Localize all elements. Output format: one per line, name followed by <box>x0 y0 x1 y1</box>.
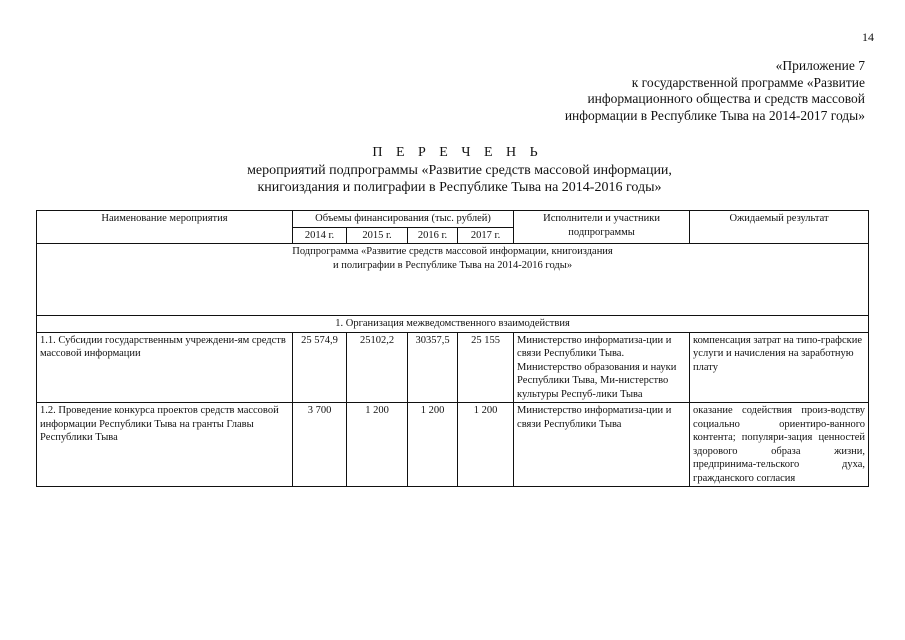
funding-value: 1 200 <box>347 403 408 487</box>
funding-value: 1 200 <box>408 403 458 487</box>
appendix-line: информации в Республике Тыва на 2014-2017 годы» <box>564 107 865 123</box>
document-subtitle <box>0 162 905 196</box>
section-title: 1. Организация межведомственного взаимодействия <box>37 316 869 333</box>
appendix-line: информационного общества и средств массовой <box>587 91 865 106</box>
header-year: 2015 г. <box>347 227 408 244</box>
measures-table <box>36 210 869 487</box>
subprogram-line: и полиграфии в Республике Тыва на 2014-2016 годы» <box>332 259 573 271</box>
subtitle-line: книгоиздания и полиграфии в Республике Тыва на 2014-2016 годы» <box>257 180 662 195</box>
header-result: Ожидаемый результат <box>690 211 869 244</box>
funding-value: 25102,2 <box>347 332 408 403</box>
funding-value: 1 200 <box>458 403 514 487</box>
subprogram-line: Подпрограмма «Развитие средств массовой информации, книгоиздания <box>292 246 613 257</box>
funding-value: 3 700 <box>293 403 347 487</box>
funding-value: 25 155 <box>458 332 514 403</box>
executors: Министерство информатиза-ции и связи Республики Тыва. Министерство образования и науки Республики Тыва, Ми-нистерство культуры Респуб-лики Тыва <box>514 332 690 403</box>
subprogram-row <box>37 244 869 316</box>
header-year: 2017 г. <box>458 227 514 244</box>
expected-result: компенсация затрат на типо-графские услуги и начисления на заработную плату <box>690 332 869 403</box>
header-name: Наименование мероприятия <box>37 211 293 244</box>
executors: Министерство информатиза-ции и связи Республики Тыва <box>514 403 690 487</box>
section-row <box>37 316 869 333</box>
funding-value: 30357,5 <box>408 332 458 403</box>
table-row <box>37 403 869 487</box>
funding-value: 25 574,9 <box>293 332 347 403</box>
page-number: 14 <box>862 30 874 44</box>
expected-result: оказание содействия произ-водству социально ориентиро-ванного контента; популяри-зация ценностей здорового образа жизни, предпринима-тельского духа, гражданского согласия <box>690 403 869 487</box>
appendix-line: к государственной программе «Развитие <box>631 74 865 90</box>
table-header-row <box>37 211 869 228</box>
measure-name: 1.2. Проведение конкурса проектов средств массовой информации Республики Тыва на гранты Главы Республики Тыва <box>37 403 293 487</box>
header-funding: Объемы финансирования (тыс. рублей) <box>293 211 514 228</box>
subtitle-line: мероприятий подпрограммы «Развитие средств массовой информации, <box>247 163 672 178</box>
table-row <box>37 332 869 403</box>
measure-name: 1.1. Субсидии государственным учреждени-ям средств массовой информации <box>37 332 293 403</box>
appendix-line: «Приложение 7 <box>775 58 865 73</box>
document-title: П Е Р Е Ч Е Н Ь <box>372 145 543 160</box>
subprogram-title <box>37 244 869 316</box>
appendix-heading <box>470 58 865 124</box>
header-year: 2016 г. <box>408 227 458 244</box>
header-year: 2014 г. <box>293 227 347 244</box>
header-executors: Исполнители и участники подпрограммы <box>514 211 690 244</box>
